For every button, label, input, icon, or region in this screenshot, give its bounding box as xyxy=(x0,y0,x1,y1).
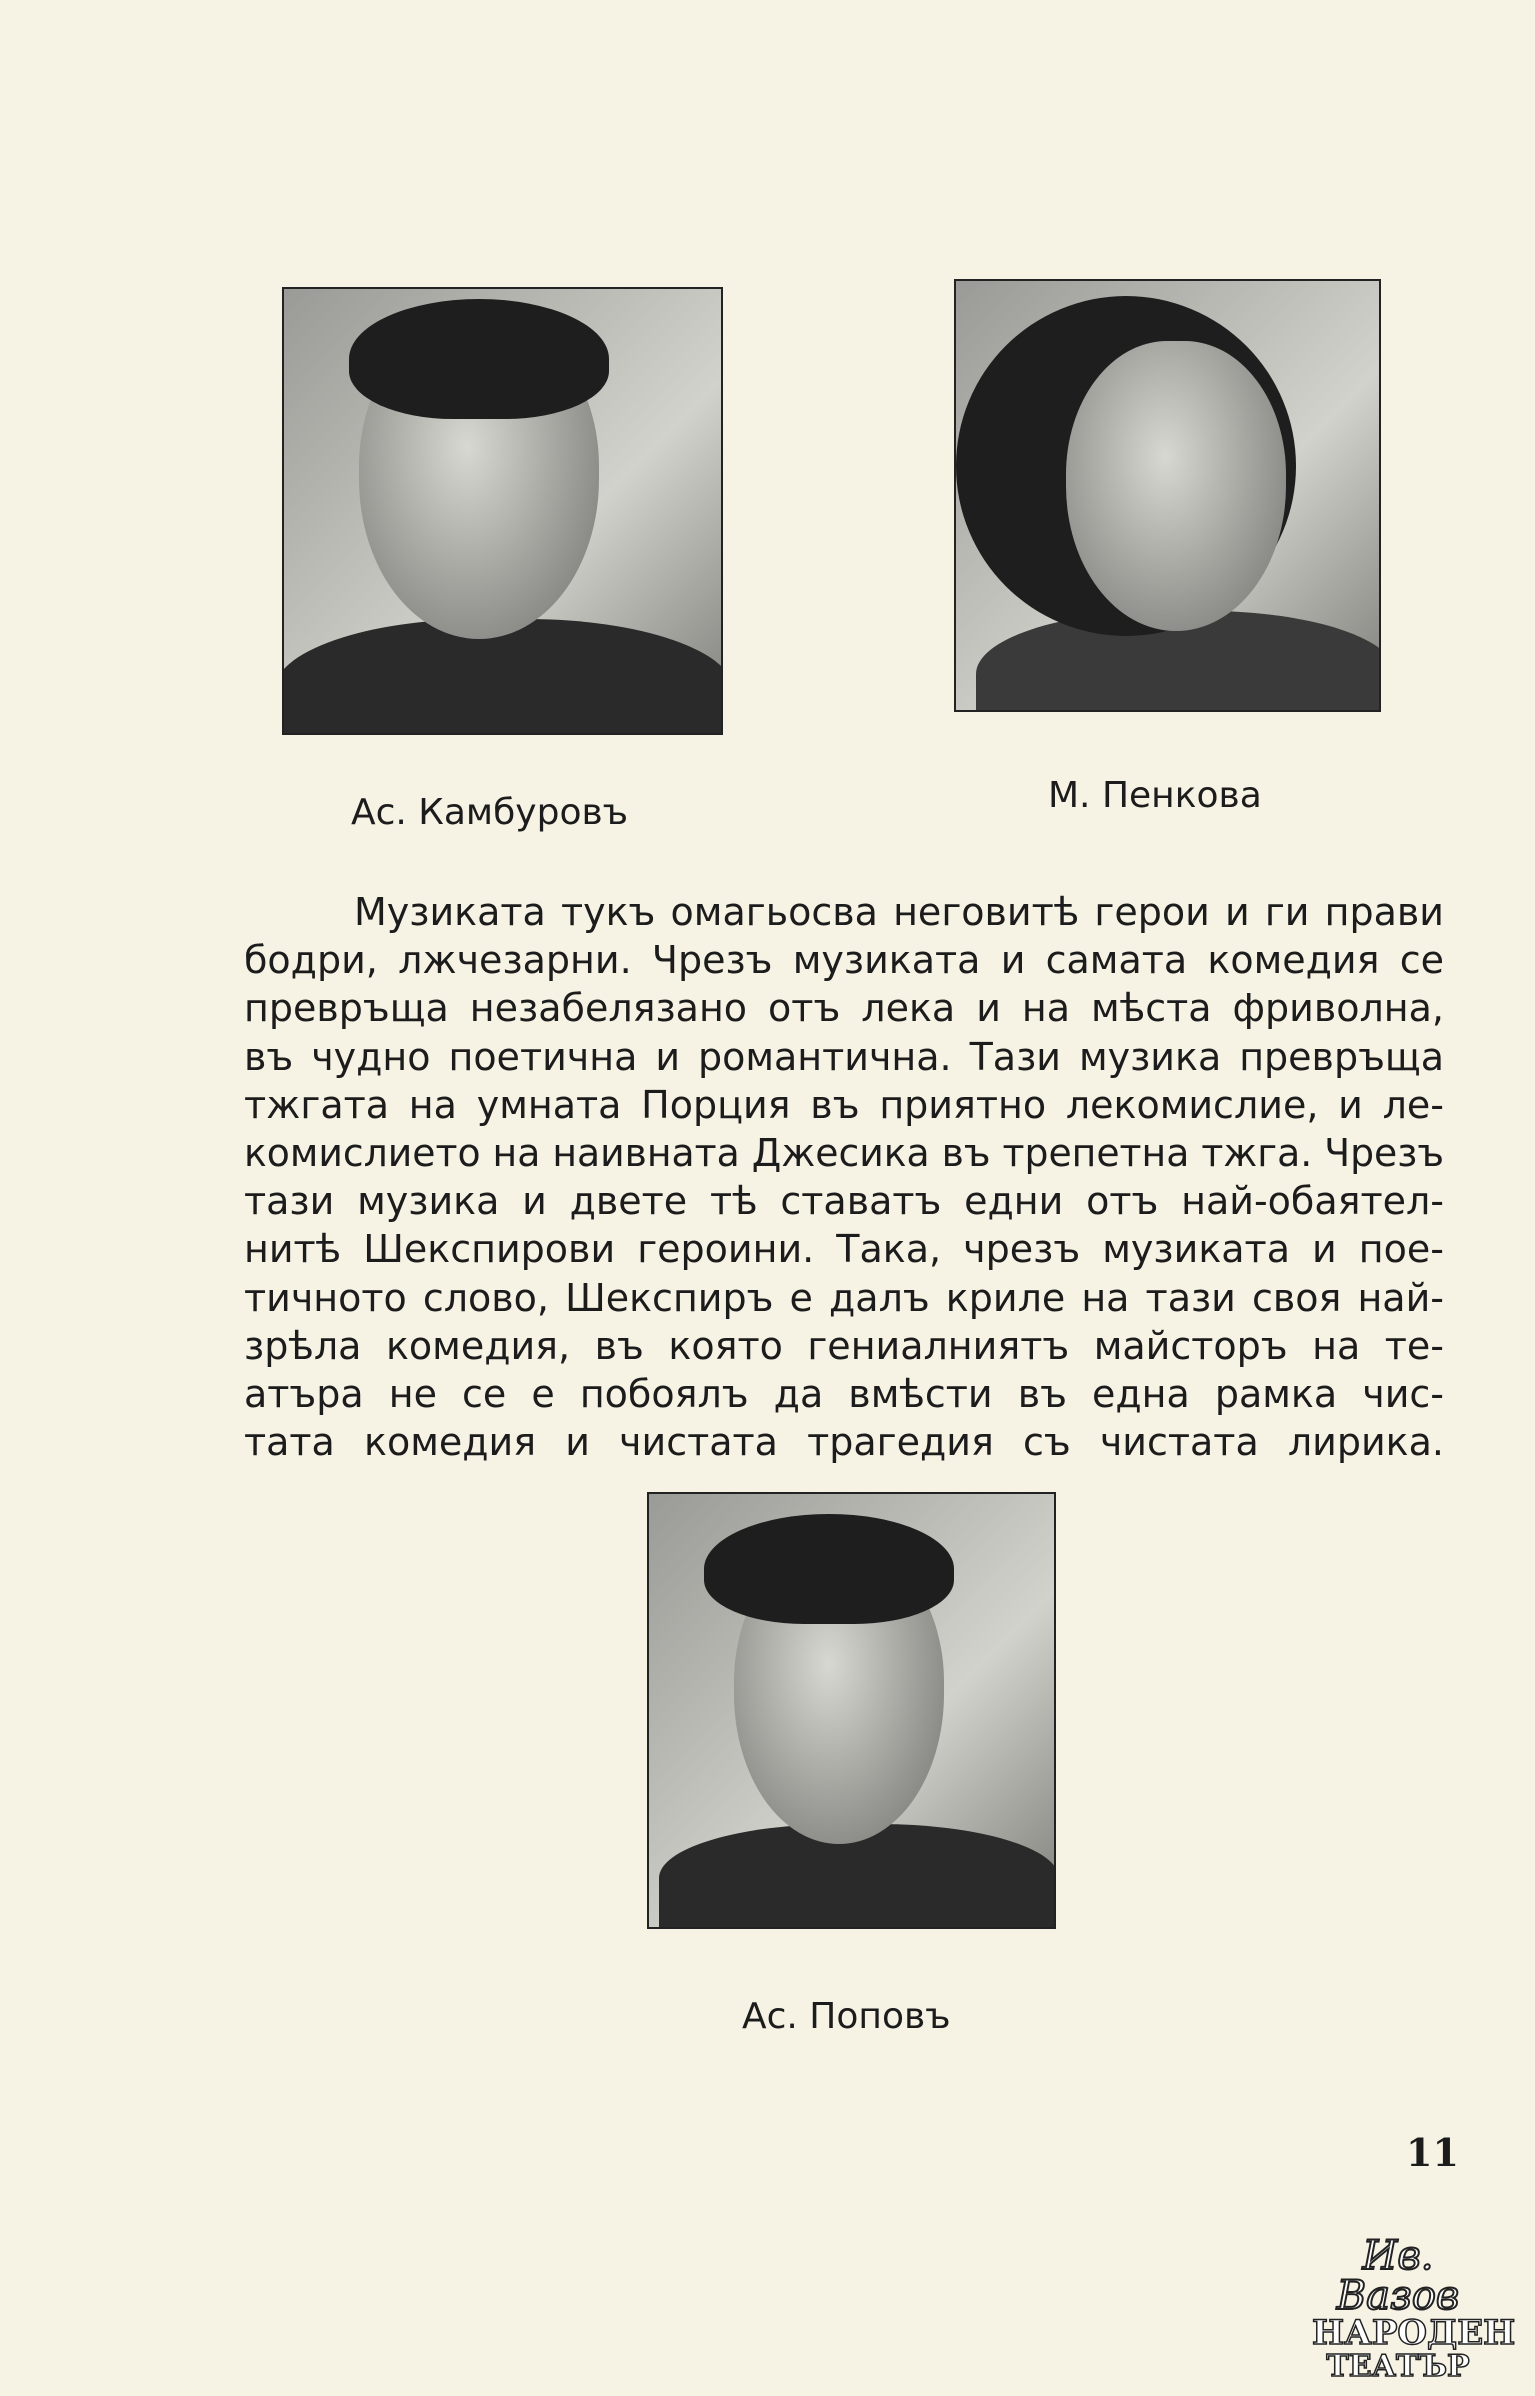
logo-line1: НАРОДЕН xyxy=(1312,2313,1516,2353)
page-number: 11 xyxy=(1406,2130,1459,2175)
paragraph-line: комислието на наивната Джесика въ трепетна тжга. Чрезъ xyxy=(244,1130,1444,1175)
caption-kamburov: Ас. Камбуровъ xyxy=(351,792,629,833)
paragraph-line: тжгата на умната Порция въ приятно лекомислие, и ле- xyxy=(244,1082,1444,1127)
paragraph-line: нитѣ Шекспирови героини. Така, чрезъ музиката и пое- xyxy=(244,1227,1444,1272)
paragraph-line: Музиката тукъ омагьосва неговитѣ герои и ги прави xyxy=(354,890,1444,934)
paragraph-line: превръща незабелязано отъ лека и на мѣста фриволна, xyxy=(244,986,1444,1031)
paragraph-line: тичното слово, Шекспиръ е далъ криле на тази своя най- xyxy=(244,1275,1444,1320)
paragraph-line: тази музика и двете тѣ ставатъ едни отъ най-обаятел- xyxy=(244,1179,1444,1224)
paragraph-line: атъра не се е побоялъ да вмѣсти въ една рамка чис- xyxy=(244,1371,1444,1416)
logo-line2: ТЕАТЪР xyxy=(1326,2349,1470,2384)
paragraph-line: тата комедия и чистата трагедия съ чистата лирика. xyxy=(244,1420,1444,1465)
portrait-photo-popov xyxy=(647,1492,1056,1929)
logo-signature: Ив. Вазов xyxy=(1336,2233,1460,2319)
paragraph-line: зрѣла комедия, въ която гениалниятъ майсторъ на те- xyxy=(244,1323,1444,1368)
paragraph-line: въ чудно поетична и романтична. Тази музика превръща xyxy=(244,1034,1444,1079)
portrait-photo-kamburov xyxy=(282,287,723,735)
caption-penkova: М. Пенкова xyxy=(1048,775,1262,816)
national-theatre-logo xyxy=(1312,2233,1516,2384)
portrait-photo-penkova xyxy=(954,279,1381,712)
paragraph-line: бодри, лжчезарни. Чрезъ музиката и самата комедия се xyxy=(244,938,1444,983)
body-paragraph xyxy=(244,888,1444,1466)
caption-popov: Ас. Поповъ xyxy=(742,1996,951,2037)
